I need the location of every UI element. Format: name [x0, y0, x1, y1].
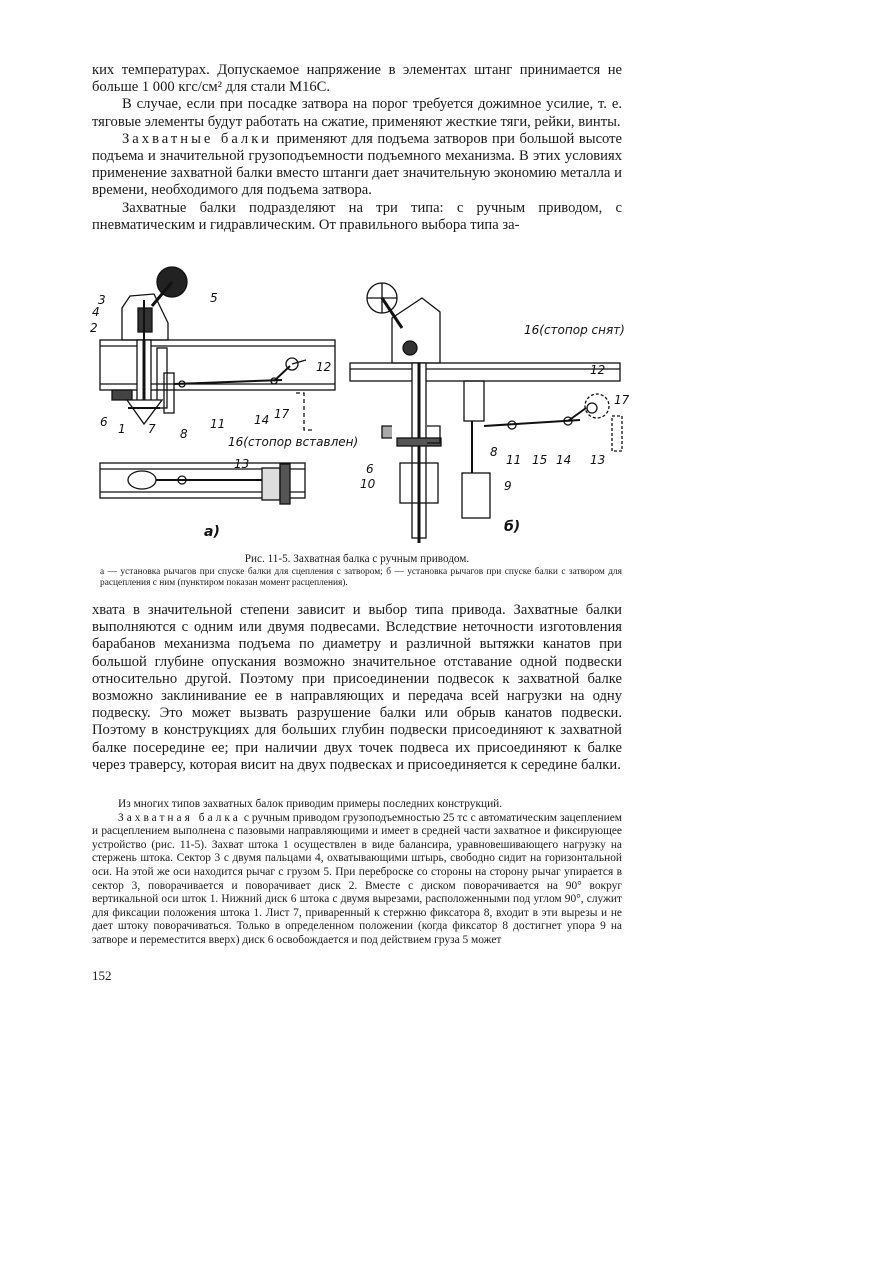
beam-b: [350, 363, 620, 381]
label-10b: 10: [360, 477, 376, 491]
label-1: 1: [118, 422, 126, 436]
mechanism-drawing: [92, 268, 632, 553]
label-14: 14: [254, 413, 270, 427]
sector-b: [392, 298, 440, 363]
spaced-term-2: Захватная балка: [118, 811, 241, 824]
paragraph-4: Захватные балки подразделяют на три типа: с ручным приводом, с пневматическим и гидравлическим. От правильного выбора типа за-: [92, 199, 622, 233]
top-text-block: [92, 62, 622, 234]
spaced-term: Захватные балки: [122, 130, 273, 147]
paragraph-1: ких температурах. Допускаемое напряжение в элементах штанг принимается не больше 1 000 кгс/см² для стали М16С.: [92, 62, 622, 96]
label-12: 12: [316, 360, 332, 374]
label-16-inserted: 16(стопор вставлен): [228, 435, 359, 449]
small-paragraph-2-text: с ручным приводом грузоподъемностью 25 тс с автоматическим зацеплением и расцеплением выполнена с пазовыми направляющими и имеет в средней части захватное и фиксирующее устройство (рис. 11-5). Захват штока 1 осуществлен в виде балансира, уравновешивающего нагрузку на стержень штока. Сектор 3 с двумя пальцами 4, охватывающими штырь, свободно сидит на горизонтальной оси. На этой же оси находится рычаг с грузом 5. При переброске со стороны на сторону рычаг упирается в сектор 3, поворачивается и поворачивает диск 2. Вместе с диском поворачивается на 90° вокруг вертикальной оси шток 1. Нижний диск 6 штока с двумя вырезами, расположенными под углом 90°, служит для фиксации положения штока 1. Лист 7, приваренный к стержню фиксатора 8, входит в эти вырезы и не дает штоку поворачиваться. Только в определенном положении (когда фиксатор 8 достигнет упора 9 на затворе и переместится вверх) диск 6 освобождается и под действием груза 5 может: [92, 811, 622, 946]
label-8: 8: [180, 427, 188, 441]
label-5: 5: [210, 291, 218, 305]
paragraph-3: [92, 131, 622, 200]
panel-b-label: б): [504, 519, 521, 535]
panel-a-label: а): [204, 524, 220, 540]
paragraph-5: хвата в значительной степени зависит и выбор типа привода. Захватные балки выполняются с одним или двумя подвесами. Вследствие неточности изготовления барабанов механизма подъема по диаметру и различной вытяжки канатов при большой глубине опускания возможно значительное отставание одной подвески относительно другой. Поэтому при присоединении подвесок к захватной балке возможно заклинивание ее в направляющих и передача всей нагрузки на одну подвеску. Это может вызвать разрушение балки или обрыв канатов подвески. Поэтому в конструкциях для больших глубин подвески присоединяют к захватной балке посередине ее; при наличии двух точек подвеса их присоединяют к балке через траверсу, которая висит на двух подвесках и присоединяется к середине балки.: [92, 602, 622, 773]
label-6b: 6: [366, 462, 374, 476]
label-17b: 17: [614, 393, 630, 407]
figure-caption-text: а — установка рычагов при спуске балки для сцепления с затвором; б — установка рычагов при спуске балки с затвором для расцепления с ним (пунктиром показан момент расцепления).: [100, 567, 622, 588]
label-9b: 9: [504, 479, 512, 493]
page-number: 152: [92, 968, 112, 983]
label-6: 6: [100, 415, 108, 429]
label-3: 3: [98, 293, 106, 307]
small-text-block: [92, 798, 622, 948]
label-2: 2: [90, 321, 98, 335]
label-11b: 11: [506, 453, 522, 467]
figure-11-5: [92, 268, 632, 553]
paragraph-3-text: применяют для подъема затворов при большой высоте подъема и значительной грузоподъемности подъемного механизма. В этих условиях применение захватной балки вместо штанги дает значительную экономию металла и времени, необходимого для подъема затвора.: [92, 130, 623, 199]
small-paragraph-1: Из многих типов захватных балок приводим примеры последних конструкций.: [118, 798, 503, 810]
small-paragraph-2: [92, 812, 622, 948]
label-16-removed: 16(стопор снят): [524, 323, 625, 337]
label-12b: 12: [590, 363, 606, 377]
label-13: 13: [234, 457, 250, 471]
label-4: 4: [92, 305, 100, 319]
label-13b: 13: [590, 453, 606, 467]
middle-text-block: [92, 602, 622, 774]
label-14b: 14: [556, 453, 572, 467]
label-17: 17: [274, 407, 290, 421]
label-8b: 8: [490, 445, 498, 459]
paragraph-2: В случае, если при посадке затвора на порог требуется дожимное усилие, т. е. тяговые элементы будут работать на сжатие, применяют жесткие тяги, рейки, винты.: [92, 96, 622, 130]
figure-caption-title: Рис. 11-5. Захватная балка с ручным приводом.: [244, 553, 470, 565]
label-15b: 15: [532, 453, 548, 467]
label-11: 11: [210, 417, 226, 431]
label-7: 7: [148, 422, 156, 436]
